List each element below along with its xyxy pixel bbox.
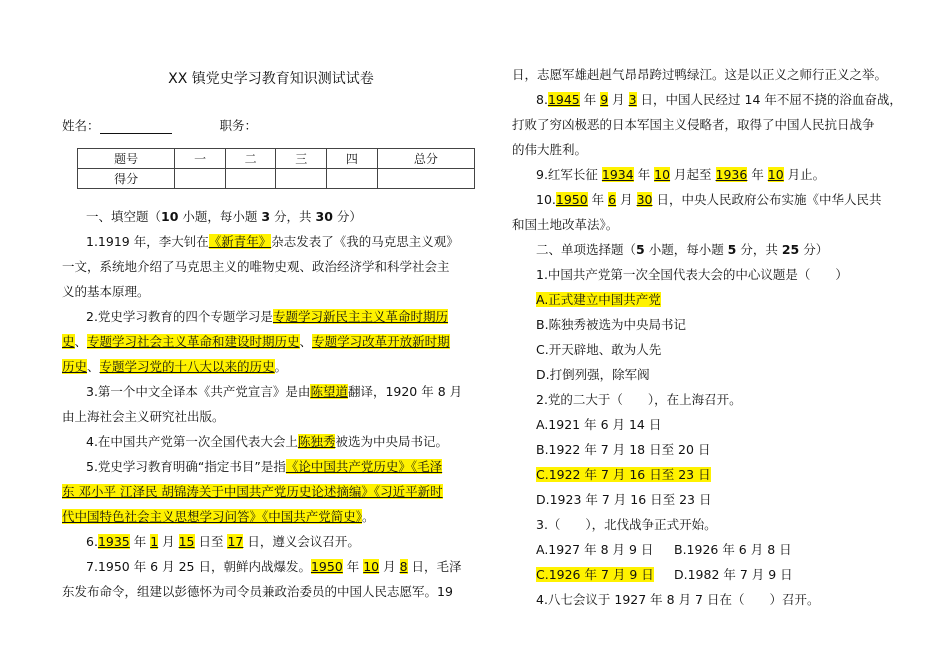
score-cell[interactable] <box>377 169 474 189</box>
question-7 <box>86 559 462 575</box>
question-10-line: 和国土地改革法》。 <box>512 217 619 232</box>
text: 日，中央人民政府公布实施《中华人民共 <box>652 192 882 207</box>
section-2-heading <box>536 242 828 258</box>
answer: 《新青年》 <box>208 234 272 249</box>
answer: 15 <box>178 534 195 549</box>
mc-option[interactable]: D.打倒列强，除军阀 <box>536 367 650 382</box>
text: 月 <box>379 559 400 574</box>
answer: 1945 <box>547 92 580 107</box>
answer: 1950 <box>310 559 343 574</box>
text: 4.在中国共产党第一次全国代表大会上 <box>86 434 298 449</box>
text: 10 <box>161 209 179 224</box>
text: 年 <box>587 192 609 207</box>
question-8-line: 打败了穷凶极恶的日本军国主义侵略者，取得了中国人民抗日战争 <box>512 117 875 132</box>
table-cell: 得分 <box>78 169 175 189</box>
name-field[interactable] <box>100 121 172 134</box>
text: 年 <box>747 167 768 182</box>
text: 。 <box>362 509 375 524</box>
section-1-heading <box>86 209 362 225</box>
question-3 <box>86 384 462 400</box>
question-2-line <box>62 334 450 350</box>
question-10 <box>536 192 881 208</box>
text: 3 <box>261 209 271 224</box>
score-cell[interactable] <box>327 169 378 189</box>
question-4 <box>86 434 448 450</box>
answer: 东 邓小平 江泽民 胡锦涛关于中国共产党历史论述摘编》《习近平新时 <box>62 484 443 499</box>
text: 小题，每小题 <box>178 209 262 224</box>
mc-option[interactable]: D.1923 年 7 月 16 日至 23 日 <box>536 492 712 507</box>
answer: 10 <box>363 559 380 574</box>
text: 30 <box>315 209 333 224</box>
mc-option[interactable] <box>536 567 654 583</box>
mc-question-2: 2.党的二大于（ ），在上海召开。 <box>536 392 742 407</box>
answer: 专题学习社会主义革命和建设时期历史 <box>87 334 300 349</box>
question-8-line: 的伟大胜利。 <box>512 142 588 157</box>
answer: 专题学习改革开放新时期 <box>312 334 450 349</box>
text: 9.红军长征 <box>536 167 602 182</box>
text: 5 <box>636 242 645 257</box>
table-cell: 一 <box>175 149 226 169</box>
mc-question-4: 4.八七会议于 1927 年 8 月 7 日在（ ）召开。 <box>536 592 820 607</box>
text: 翻译，1920 年 8 月 <box>347 384 463 399</box>
name-label: 姓名： <box>62 118 100 133</box>
question-5-line <box>62 484 443 500</box>
text: 年 <box>342 559 364 574</box>
answer: 17 <box>227 534 244 549</box>
text: 杂志发表了《我的马克思主义观》 <box>271 234 459 249</box>
text: 二、单项选择题（ <box>536 242 637 257</box>
score-table-row <box>78 169 475 189</box>
text: 分） <box>332 209 362 224</box>
score-table <box>77 148 475 189</box>
answer: 30 <box>636 192 653 207</box>
answer: 9 <box>600 92 609 107</box>
question-9 <box>536 167 825 183</box>
text: 一、填空题（ <box>86 209 162 224</box>
answer: 史 <box>62 334 75 349</box>
table-cell: 题号 <box>78 149 175 169</box>
text: 分） <box>799 242 829 257</box>
correct-option: C.1922 年 7 月 16 日至 23 日 <box>536 467 711 482</box>
position-label: 职务： <box>219 118 258 133</box>
table-cell: 总分 <box>377 149 474 169</box>
question-7-line: 日，志愿军雄赳赳气昂昂跨过鸭绿江。这是以正义之师行正义之举。 <box>512 67 888 82</box>
answer: 10 <box>654 167 671 182</box>
answer: 10 <box>767 167 784 182</box>
correct-option: C.1926 年 7 月 9 日 <box>536 567 654 582</box>
text: 25 <box>781 242 800 257</box>
mc-option[interactable]: A.1927 年 8 月 9 日 <box>536 542 654 557</box>
text: 月止。 <box>783 167 826 182</box>
text: 分，共 <box>270 209 316 224</box>
text: 被选为中央局书记。 <box>335 434 448 449</box>
mc-question-1: 1.中国共产党第一次全国代表大会的中心议题是（ ） <box>536 267 848 282</box>
text: 5.党史学习教育明确“指定书目”是指 <box>86 459 286 474</box>
table-cell: 二 <box>225 149 276 169</box>
text: 月 <box>608 92 629 107</box>
answer: 3 <box>628 92 637 107</box>
question-2-line <box>62 359 287 375</box>
mc-option[interactable] <box>536 467 711 483</box>
answer: 1934 <box>601 167 634 182</box>
text: 7.1950 年 6 月 25 日，朝鲜内战爆发。 <box>86 559 311 574</box>
mc-option[interactable]: D.1982 年 7 月 9 日 <box>674 567 793 582</box>
mc-option[interactable]: C.开天辟地、敢为人先 <box>536 342 662 357</box>
answer: 1935 <box>97 534 130 549</box>
table-cell: 三 <box>276 149 327 169</box>
answer: 历史 <box>62 359 88 374</box>
text: 日，遵义会议召开。 <box>243 534 360 549</box>
text: 2.党史学习教育的四个专题学习是 <box>86 309 273 324</box>
answer: 8 <box>399 559 408 574</box>
mc-option[interactable]: B.1926 年 6 月 8 日 <box>674 542 792 557</box>
mc-option[interactable]: A.1921 年 6 月 14 日 <box>536 417 662 432</box>
question-3-line: 由上海社会主义研究社出版。 <box>62 409 225 424</box>
score-table-header <box>78 149 475 169</box>
answer: 陈独秀 <box>297 434 336 449</box>
text: 月 <box>158 534 179 549</box>
text: 日至 <box>194 534 228 549</box>
correct-option: A.正式建立中国共产党 <box>536 292 661 307</box>
text: 8. <box>536 92 548 107</box>
text: 分，共 <box>736 242 782 257</box>
mc-option[interactable] <box>536 292 661 308</box>
score-cell[interactable] <box>276 169 327 189</box>
mc-option[interactable]: B.1922 年 7 月 18 日至 20 日 <box>536 442 711 457</box>
answer: 6 <box>608 192 617 207</box>
answer: 代中国特色社会主义思想学习问答》《中国共产党简史》 <box>62 509 363 524</box>
answer: 1936 <box>715 167 748 182</box>
mc-option[interactable]: B.陈独秀被选为中央局书记 <box>536 317 687 332</box>
text: 年 <box>579 92 601 107</box>
text: 5 <box>727 242 737 257</box>
question-5-line <box>62 509 375 525</box>
answer: 专题学习党的十八大以来的历史 <box>99 359 275 374</box>
text: 年 <box>633 167 655 182</box>
text: 小题，每小题 <box>644 242 728 257</box>
text: 日，毛泽 <box>407 559 462 574</box>
text: 月起至 <box>670 167 716 182</box>
text: 1.1919 年，李大钊在 <box>86 234 209 249</box>
page-title: XX 镇党史学习教育知识测试试卷 <box>168 71 374 87</box>
table-cell: 四 <box>327 149 378 169</box>
question-1 <box>86 234 459 250</box>
text: 。 <box>274 359 288 374</box>
name-position-row <box>62 118 257 134</box>
question-6 <box>86 534 360 550</box>
mc-question-3: 3.（ ），北伐战争正式开始。 <box>536 517 717 532</box>
answer: 1950 <box>555 192 588 207</box>
text: 月 <box>616 192 637 207</box>
answer: 陈望道 <box>310 384 348 399</box>
text: 3.第一个中文全译本《共产党宣言》是由 <box>86 384 311 399</box>
score-cell[interactable] <box>225 169 276 189</box>
text: 日，中国人民经过 14 年不屈不挠的浴血奋战， <box>636 92 902 107</box>
question-2 <box>86 309 448 325</box>
text: 、 <box>299 334 313 349</box>
answer: 1 <box>150 534 159 549</box>
answer: 专题学习新民主主义革命时期历 <box>272 309 448 324</box>
question-1-line: 义的基本原理。 <box>62 284 150 299</box>
question-1-line: 一文，系统地介绍了马克思主义的唯物史观、政治经济学和科学社会主 <box>62 259 450 274</box>
text: 6. <box>86 534 98 549</box>
answer: 《论中国共产党历史》《毛泽 <box>285 459 443 474</box>
question-7-line: 东发布命令，组建以彭德怀为司令员兼政治委员的中国人民志愿军。19 <box>62 584 453 599</box>
text: 年 <box>129 534 151 549</box>
text: 10. <box>536 192 556 207</box>
question-5 <box>86 459 442 475</box>
text: 、 <box>87 359 100 374</box>
score-cell[interactable] <box>175 169 226 189</box>
question-8 <box>536 92 902 108</box>
text: 、 <box>74 334 88 349</box>
